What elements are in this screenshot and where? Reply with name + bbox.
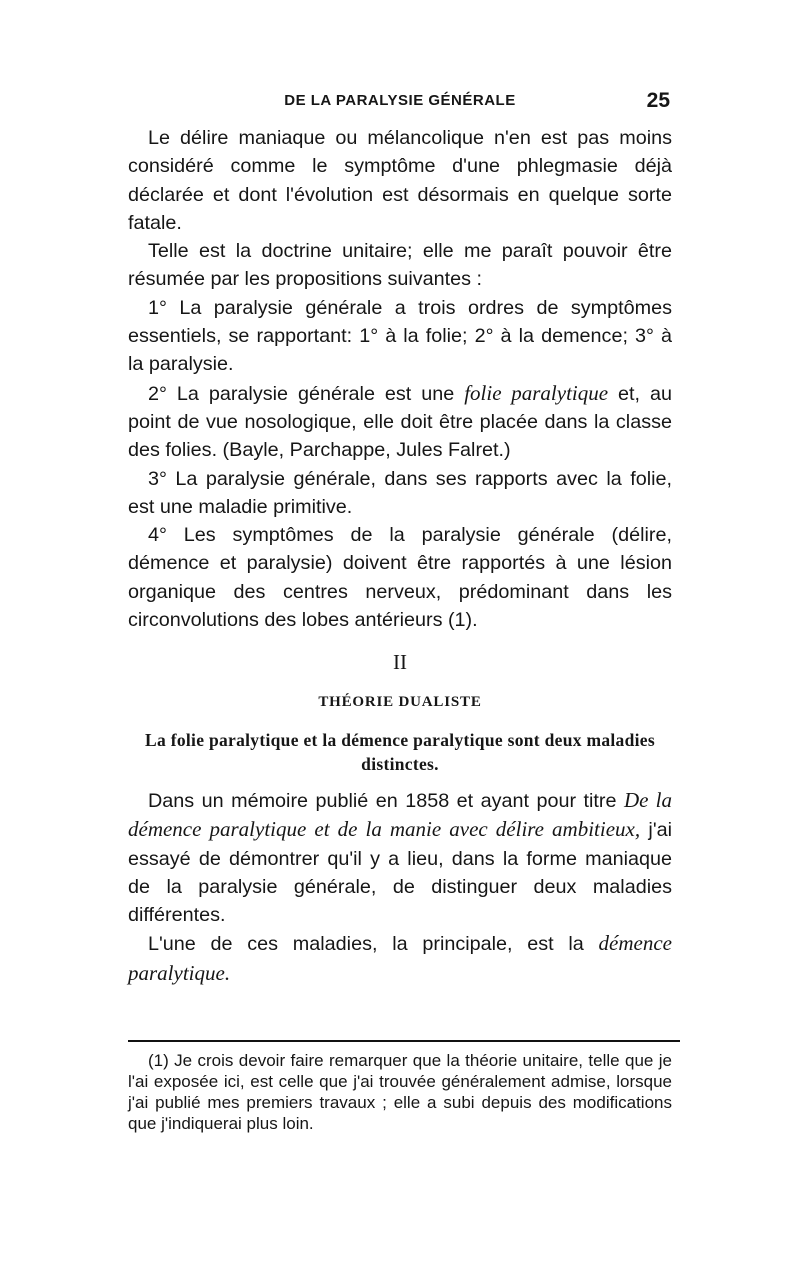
running-head: DE LA PARALYSIE GÉNÉRALE bbox=[284, 92, 516, 109]
paragraph: 1° La paralysie générale a trois ordres de symptômes essentiels, se rapportant: 1° à la folie; 2° à la demence; 3° à la paralysie. bbox=[128, 296, 672, 376]
paragraph-text: 2° La paralysie générale est une bbox=[148, 382, 465, 405]
footnote-rule bbox=[128, 1040, 680, 1042]
paragraph bbox=[128, 379, 672, 465]
italic-term: folie paralytique bbox=[464, 380, 609, 405]
section-numeral: II bbox=[393, 650, 407, 675]
paragraph-text: Dans un mémoire publié en 1858 et ayant pour titre bbox=[148, 789, 624, 812]
italic-title: De la démence paralytique et de la manie avec délire ambitieux, bbox=[128, 787, 673, 842]
section-title: THÉORIE DUALISTE bbox=[318, 693, 482, 710]
paragraph: Le délire maniaque ou mélancolique n'en est pas moins considéré comme le symptôme d'une phlegmasie déjà déclarée et dont l'évolution est désormais en quelque sorte fatale. bbox=[128, 127, 672, 234]
paragraph-text: L'une de ces maladies, la principale, est la bbox=[148, 933, 599, 956]
paragraph: 3° La paralysie générale, dans ses rapports avec la folie, est une maladie primitive. bbox=[128, 467, 672, 518]
italic-term: démence paralytique. bbox=[128, 931, 672, 985]
paragraph bbox=[128, 929, 672, 988]
paragraph-text: et, au point de vue nosologique, elle doit être placée dans la classe des folies. (Bayle, Parchappe, Jules Falret.) bbox=[128, 382, 672, 462]
paragraph: 4° Les symptômes de la paralysie générale (délire, démence et paralysie) doivent être rapportés à une lésion organique des centres nerveux, prédominant dans les circonvolutions des lobes antérieurs (1). bbox=[128, 524, 672, 632]
main-text bbox=[128, 124, 672, 988]
page-header bbox=[130, 89, 670, 116]
paragraph bbox=[128, 786, 672, 929]
section-subheading: La folie paralytique et la démence paralytique sont deux maladies distinctes. bbox=[145, 729, 655, 774]
paragraph: Telle est la doctrine unitaire; elle me paraît pouvoir être résumée par les propositions suivantes : bbox=[128, 240, 672, 291]
page-number: 25 bbox=[646, 89, 670, 112]
paragraph-text: j'ai essayé de démontrer qu'il y a lieu, dans la forme maniaque de la paralysie générale, de distinguer deux maladies différentes. bbox=[128, 819, 672, 927]
footnote: (1) Je crois devoir faire remarquer que la théorie unitaire, telle que je l'ai exposée ici, est celle que j'ai trouvée généralement admise, lorsque j'ai publié mes premiers travaux ; elle a subi depuis des modifications que j'indiquerai plus loin. bbox=[128, 1051, 672, 1133]
